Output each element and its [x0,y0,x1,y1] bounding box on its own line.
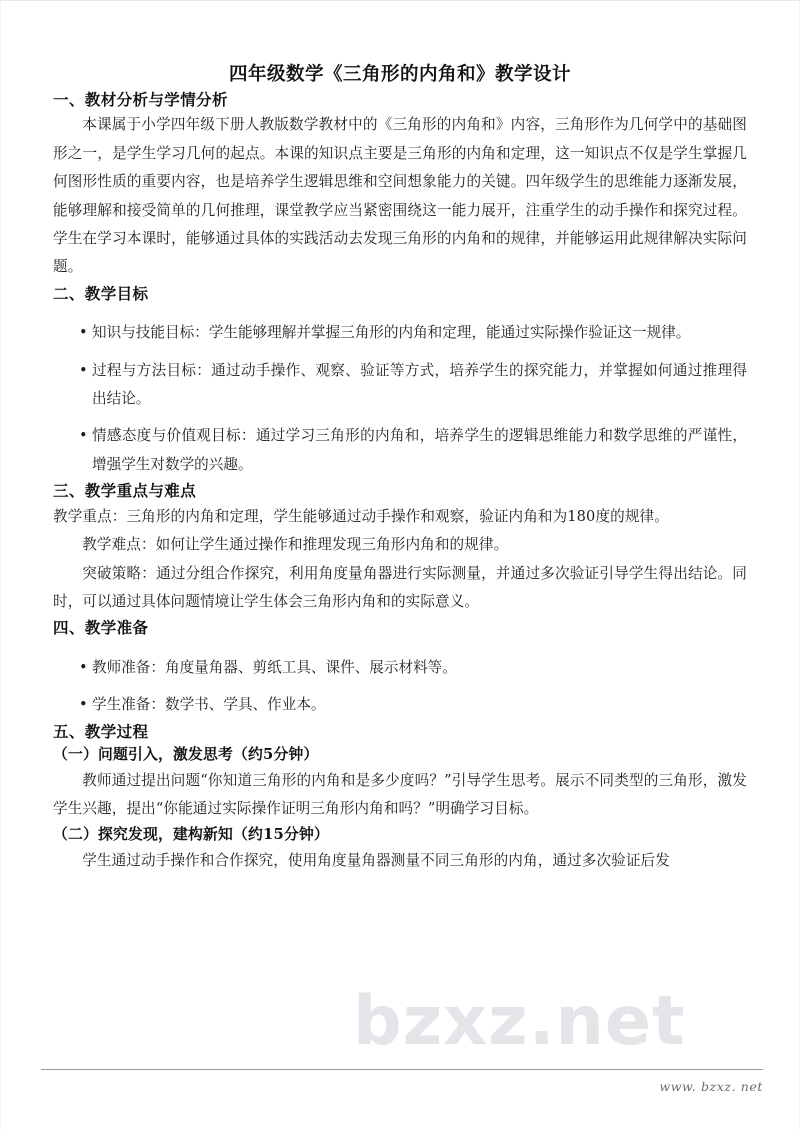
bullet-icon: • [79,324,88,342]
bullet-icon: • [79,658,88,676]
list-item-text: 知识与技能目标：学生能够理解并掌握三角形的内角和定理，能通过实际操作验证这一规律。 [92,324,691,342]
subsection-1-paragraph: 教师通过提出问题“你知道三角形的内角和是多少度吗？”引导学生思考。展示不同类型的三角形，激发学生兴趣，提出“你能通过实际操作证明三角形内角和吗？”明确学习目标。 [53,771,747,817]
section-heading-key-points-and-difficulties: 三、教学重点与难点 [53,481,197,501]
subsection-heading-question-introduction: （一）问题引入，激发思考（约5分钟） [53,745,319,763]
list-item-text: 教师准备：角度量角器、剪纸工具、课件、展示材料等。 [92,658,457,676]
list-item [79,319,747,347]
bullet-icon: • [79,361,88,379]
page-footer [41,1069,763,1094]
list-item [79,654,747,682]
list-item [79,357,747,414]
teaching-objectives-list [53,319,747,479]
section-heading-teaching-process: 五、教学过程 [53,721,149,741]
list-item [79,422,747,479]
list-item-text: 学生准备：数学书、学具、作业本。 [92,696,326,714]
footer-divider [41,1069,763,1070]
strategy-paragraph: 突破策略：通过分组合作探究，利用角度量角器进行实际测量，并通过多次验证引导学生得出结论。同时，可以通过具体问题情境让学生体会三角形内角和的实际意义。 [53,564,747,610]
section-heading-teaching-objectives: 二、教学目标 [53,283,149,303]
subsection-heading-inquiry-discovery: （二）探究发现，建构新知（约15分钟） [53,826,329,844]
section-heading-teaching-material-analysis: 一、教材分析与学情分析 [53,89,228,109]
bullet-icon: • [79,696,88,714]
bullet-icon: • [79,427,88,445]
list-item [79,691,747,719]
site-watermark: bzxz.net [353,982,686,1061]
difficulty-paragraph: 教学难点：如何让学生通过操作和推理发现三角形内角和的规律。 [82,536,509,554]
section-heading-teaching-preparation: 四、教学准备 [53,618,149,638]
section-1-paragraph: 本课属于小学四年级下册人教版数学教材中的《三角形的内角和》内容，三角形作为几何学中的基础图形之一，是学生学习几何的起点。本课的知识点主要是三角形的内角和定理，这一知识点不仅是学生掌握几何图形性质的重要内容，也是培养学生逻辑思维和空间想象能力的关键。四年级学生的思维能力逐渐发展，能够理解和接受简单的几何推理，课堂教学应当紧密围绕这一能力展开，注重学生的动手操作和探究过程。学生在学习本课时，能够通过具体的实践活动去发现三角形的内角和的规律，并能够运用此规律解决实际问题。 [53,116,747,276]
teaching-preparation-list [53,654,747,720]
key-point-paragraph: 教学重点：三角形的内角和定理，学生能够通过动手操作和观察，验证内角和为180度的规律。 [53,507,669,525]
footer-site-url: www. bzxz. net [659,1079,763,1094]
list-item-text: 过程与方法目标：通过动手操作、观察、验证等方式，培养学生的探究能力，并掌握如何通过推理得出结论。 [92,361,747,408]
list-item-text: 情感态度与价值观目标：通过学习三角形的内角和，培养学生的逻辑思维能力和数学思维的严谨性，增强学生对数学的兴趣。 [92,427,747,473]
subsection-2-paragraph: 学生通过动手操作和合作探究，使用角度量角器测量不同三角形的内角，通过多次验证后发 [82,852,670,870]
page-title: 四年级数学《三角形的内角和》教学设计 [228,64,571,85]
document-content [1,1,799,876]
